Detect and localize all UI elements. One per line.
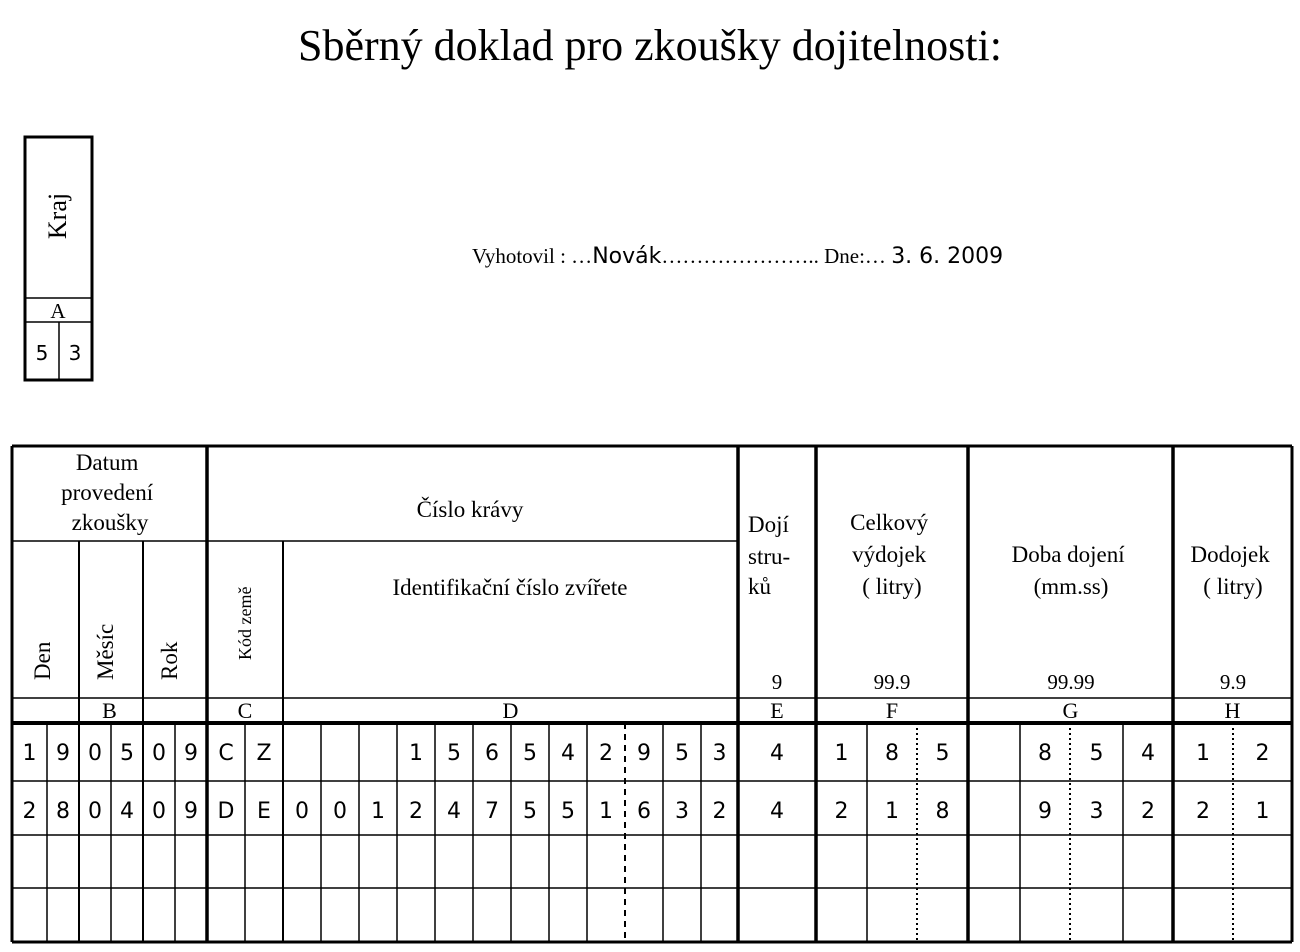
cell-d[interactable] bbox=[435, 835, 473, 888]
cell-value-d: 2 bbox=[599, 741, 613, 766]
cell-d[interactable] bbox=[283, 888, 321, 942]
cell-value-d: 3 bbox=[675, 799, 689, 824]
cell-value-b: 9 bbox=[184, 741, 198, 766]
kraj-digit[interactable]: 5 bbox=[35, 341, 49, 365]
celkovy-header: Celkový výdojek ( litry) bbox=[850, 510, 929, 599]
cell-d[interactable] bbox=[283, 835, 321, 888]
dodojek-format: 9.9 bbox=[1219, 670, 1247, 694]
cell-value-g: 8 bbox=[1038, 741, 1052, 766]
cell-value-d: 5 bbox=[523, 741, 537, 766]
column-letter-g: G bbox=[1062, 698, 1079, 723]
cell-d[interactable] bbox=[511, 888, 549, 942]
cell-c[interactable] bbox=[245, 835, 283, 888]
cell-d[interactable] bbox=[321, 888, 359, 942]
cell-c[interactable] bbox=[207, 888, 245, 942]
cell-d[interactable] bbox=[701, 835, 738, 888]
kraj-label: Kraj bbox=[43, 192, 72, 240]
cell-value-d: 9 bbox=[637, 741, 651, 766]
doba-header: Doba dojení (mm.ss) bbox=[1011, 542, 1125, 599]
cell-d[interactable] bbox=[663, 835, 701, 888]
cell-value-d: 7 bbox=[485, 799, 499, 824]
cislo-kravy-header: Číslo krávy bbox=[416, 497, 524, 522]
cell-d[interactable] bbox=[701, 888, 738, 942]
kod-zeme-header: Kód země bbox=[235, 586, 255, 660]
cell-d[interactable] bbox=[625, 888, 663, 942]
cell-value-d: 1 bbox=[409, 741, 423, 766]
column-letter-h: H bbox=[1224, 698, 1241, 723]
cell-g[interactable] bbox=[1070, 835, 1123, 888]
cell-value-d: 4 bbox=[447, 799, 461, 824]
cell-value-d: 6 bbox=[637, 799, 651, 824]
cell-d[interactable] bbox=[511, 835, 549, 888]
cell-f[interactable] bbox=[816, 888, 867, 942]
cell-b[interactable] bbox=[175, 888, 207, 942]
cell-b[interactable] bbox=[143, 835, 175, 888]
cell-d[interactable] bbox=[473, 835, 511, 888]
cell-value-h: 1 bbox=[1196, 741, 1210, 766]
datum-header: Datum provedení zkoušky bbox=[61, 450, 154, 535]
cell-b[interactable] bbox=[111, 888, 143, 942]
rok-header: Rok bbox=[157, 641, 182, 680]
cell-value-d: 2 bbox=[712, 799, 727, 824]
cell-value-g: 4 bbox=[1141, 741, 1155, 766]
table-row bbox=[12, 781, 1292, 835]
cell-d[interactable] bbox=[359, 723, 397, 781]
cell-value-b: 9 bbox=[184, 799, 198, 824]
cell-value-c: E bbox=[257, 799, 271, 824]
cell-e[interactable] bbox=[738, 835, 816, 888]
cell-value-h: 2 bbox=[1196, 799, 1210, 824]
cell-value-f: 8 bbox=[935, 799, 950, 824]
cell-b[interactable] bbox=[47, 835, 79, 888]
cell-value-d: 0 bbox=[295, 799, 309, 824]
author-name[interactable]: Novák bbox=[592, 244, 662, 269]
cell-d[interactable] bbox=[321, 723, 359, 781]
cell-d[interactable] bbox=[625, 835, 663, 888]
cell-value-b: 0 bbox=[88, 799, 102, 824]
cell-h[interactable] bbox=[1233, 835, 1292, 888]
table-row bbox=[12, 723, 1292, 781]
column-letter-d: D bbox=[502, 698, 519, 723]
cell-value-d: 5 bbox=[675, 741, 689, 766]
cell-value-d: 4 bbox=[561, 741, 575, 766]
cell-d[interactable] bbox=[549, 888, 587, 942]
cell-value-f: 1 bbox=[885, 799, 899, 824]
cell-value-g: 3 bbox=[1089, 799, 1104, 824]
cell-d[interactable] bbox=[397, 835, 435, 888]
cell-value-b: 2 bbox=[22, 799, 37, 824]
cell-value-d: 5 bbox=[561, 799, 575, 824]
cell-value-b: 4 bbox=[120, 799, 134, 824]
cell-f[interactable] bbox=[917, 835, 968, 888]
cell-d[interactable] bbox=[359, 888, 397, 942]
table-header bbox=[30, 450, 1275, 723]
cell-d[interactable] bbox=[473, 888, 511, 942]
vyhotovil-label: Vyhotovil : … bbox=[472, 244, 593, 268]
cell-value-f: 5 bbox=[935, 741, 950, 766]
cell-value-d: 2 bbox=[409, 799, 423, 824]
cell-value-g: 9 bbox=[1038, 799, 1052, 824]
cell-value-b: 0 bbox=[152, 799, 166, 824]
cell-value-d: 0 bbox=[333, 799, 347, 824]
cell-g[interactable] bbox=[968, 835, 1020, 888]
cell-value-g: 2 bbox=[1141, 799, 1155, 824]
cell-d[interactable] bbox=[587, 888, 625, 942]
cell-d[interactable] bbox=[663, 888, 701, 942]
cell-d[interactable] bbox=[283, 723, 321, 781]
document-title: Sběrný doklad pro zkoušky dojitelnosti: bbox=[298, 21, 1002, 70]
column-letter-e: E bbox=[770, 698, 784, 723]
cell-value-h: 1 bbox=[1255, 799, 1270, 824]
cell-f[interactable] bbox=[816, 835, 867, 888]
data-table bbox=[12, 446, 1292, 942]
cell-value-d: 1 bbox=[599, 799, 613, 824]
cell-value-g: 5 bbox=[1089, 741, 1104, 766]
cell-value-b: 1 bbox=[22, 741, 37, 766]
cell-b[interactable] bbox=[47, 888, 79, 942]
table-row bbox=[12, 835, 1292, 888]
cell-h[interactable] bbox=[1233, 888, 1292, 942]
cell-g[interactable] bbox=[968, 781, 1020, 835]
kraj-box bbox=[25, 137, 92, 380]
doji-struku-header: Dojí stru- ků bbox=[748, 512, 791, 599]
cell-value-f: 1 bbox=[834, 741, 849, 766]
cell-d[interactable] bbox=[549, 835, 587, 888]
cell-b[interactable] bbox=[111, 835, 143, 888]
cell-value-d: 6 bbox=[485, 741, 499, 766]
cell-value-c: Z bbox=[256, 741, 272, 766]
cell-value-d: 5 bbox=[523, 799, 537, 824]
cell-h[interactable] bbox=[1173, 888, 1233, 942]
celkovy-format: 99.9 bbox=[873, 670, 911, 694]
column-letter-c: C bbox=[237, 698, 253, 723]
cell-h[interactable] bbox=[1173, 835, 1233, 888]
cell-f[interactable] bbox=[867, 888, 917, 942]
cell-g[interactable] bbox=[1123, 888, 1173, 942]
cell-d[interactable] bbox=[321, 835, 359, 888]
cell-value-h: 2 bbox=[1255, 741, 1270, 766]
cell-g[interactable] bbox=[1020, 888, 1070, 942]
cell-value-d: 5 bbox=[447, 741, 461, 766]
cell-value-b: 9 bbox=[56, 741, 70, 766]
cell-b[interactable] bbox=[175, 835, 207, 888]
cell-value-f: 8 bbox=[885, 741, 899, 766]
cell-value-d: 1 bbox=[371, 799, 385, 824]
cell-b[interactable] bbox=[12, 888, 47, 942]
cell-g[interactable] bbox=[1123, 835, 1173, 888]
mesic-header: Měsíc bbox=[93, 623, 118, 680]
cell-value-e: 4 bbox=[770, 741, 784, 766]
cell-d[interactable] bbox=[359, 835, 397, 888]
cell-b[interactable] bbox=[143, 888, 175, 942]
cell-d[interactable] bbox=[587, 835, 625, 888]
cell-b[interactable] bbox=[12, 835, 47, 888]
signature-line bbox=[472, 244, 1003, 269]
doba-format: 99.99 bbox=[1047, 670, 1095, 694]
kraj-digit[interactable]: 3 bbox=[68, 341, 82, 365]
cell-value-d: 3 bbox=[712, 741, 727, 766]
cell-b[interactable] bbox=[79, 835, 111, 888]
column-letter-f: F bbox=[885, 698, 899, 723]
kraj-letter: A bbox=[50, 299, 66, 323]
cell-value-b: 5 bbox=[120, 741, 134, 766]
date-label: ………………….. Dne:… bbox=[661, 244, 892, 268]
cell-value-b: 0 bbox=[88, 741, 102, 766]
cell-f[interactable] bbox=[917, 888, 968, 942]
cell-value-e: 4 bbox=[770, 799, 784, 824]
doji-format: 9 bbox=[771, 670, 783, 694]
date-value[interactable]: 3. 6. 2009 bbox=[891, 244, 1004, 269]
column-letter-b: B bbox=[102, 698, 117, 723]
cell-g[interactable] bbox=[968, 888, 1020, 942]
cell-d[interactable] bbox=[435, 888, 473, 942]
cell-value-c: C bbox=[218, 741, 234, 766]
cell-value-b: 8 bbox=[56, 799, 70, 824]
cell-g[interactable] bbox=[1020, 835, 1070, 888]
den-header: Den bbox=[30, 641, 55, 680]
cell-value-c: D bbox=[217, 799, 235, 824]
dodojek-header: Dodojek ( litry) bbox=[1190, 542, 1270, 599]
cell-g[interactable] bbox=[968, 723, 1020, 781]
cell-g[interactable] bbox=[1070, 888, 1123, 942]
cell-f[interactable] bbox=[867, 835, 917, 888]
cell-c[interactable] bbox=[207, 835, 245, 888]
cell-e[interactable] bbox=[738, 888, 816, 942]
cell-value-f: 2 bbox=[834, 799, 849, 824]
table-row bbox=[12, 888, 1292, 942]
cell-d[interactable] bbox=[397, 888, 435, 942]
cell-value-b: 0 bbox=[152, 741, 166, 766]
cell-b[interactable] bbox=[79, 888, 111, 942]
cell-c[interactable] bbox=[245, 888, 283, 942]
id-cislo-header: Identifikační číslo zvířete bbox=[392, 575, 628, 600]
